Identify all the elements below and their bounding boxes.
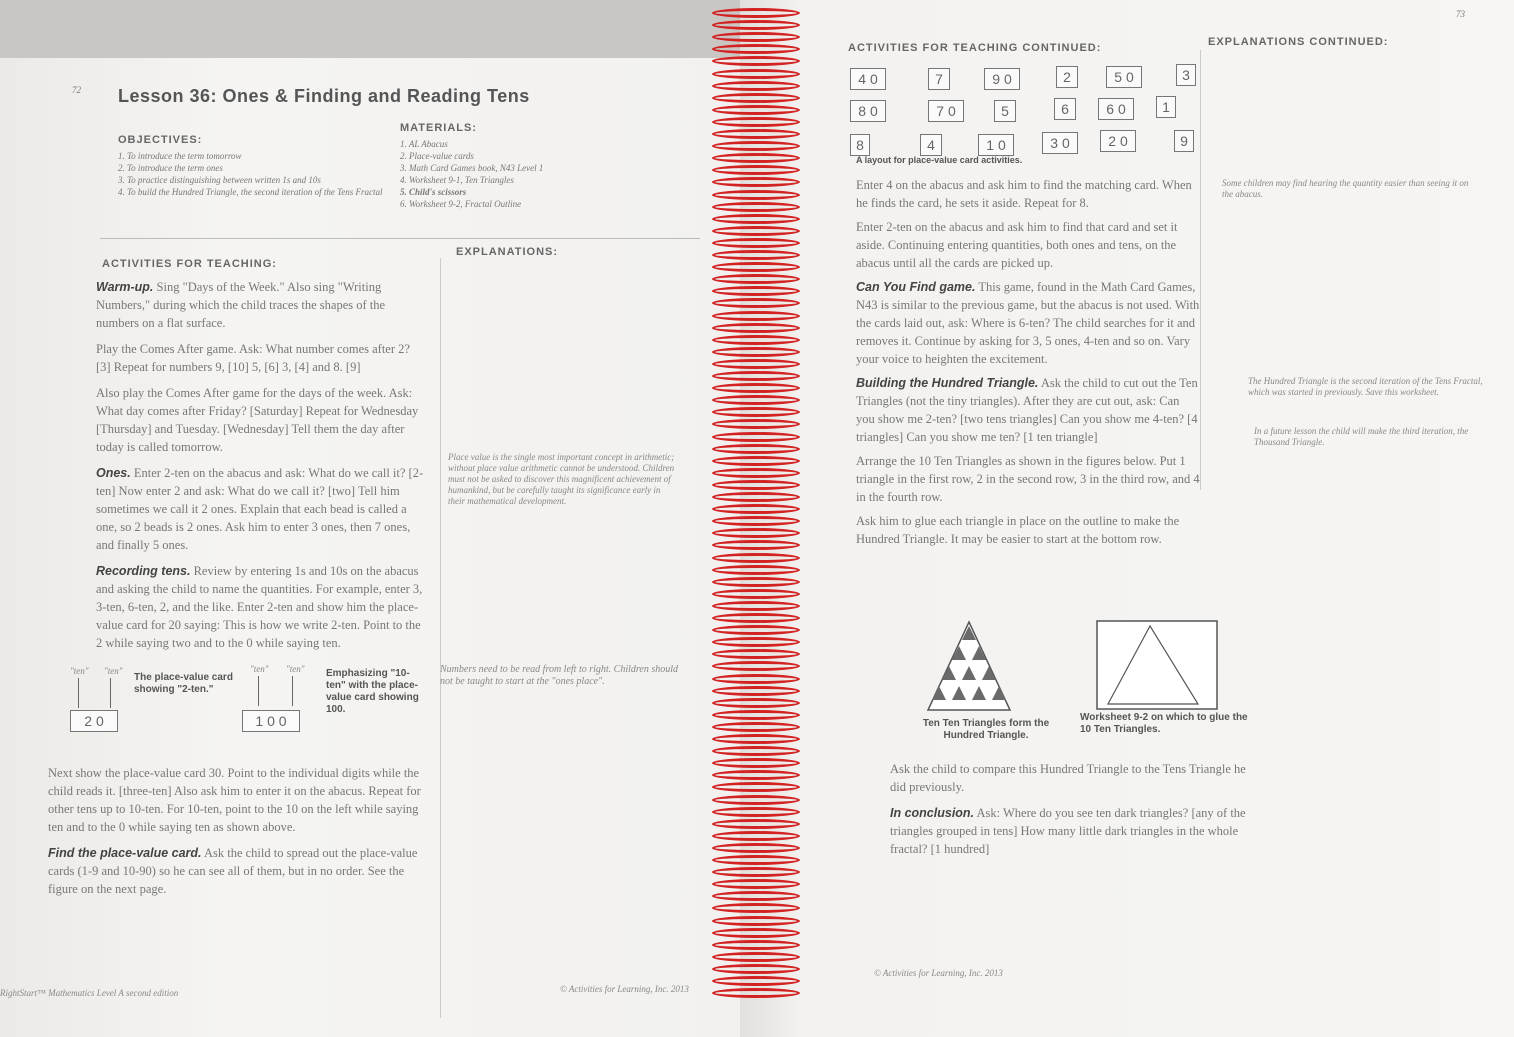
- spiral-coil: [712, 928, 800, 938]
- spiral-coil: [712, 56, 800, 66]
- objective-item: 2. To introduce the term ones: [118, 163, 223, 173]
- spiral-coil: [712, 165, 800, 175]
- place-value-card: 7 0: [928, 100, 964, 122]
- spiral-coil: [712, 746, 800, 756]
- paragraph-text: Review by entering 1s and 10s on the abacus and asking the child to name the quantities. For example, enter 3, 3-ten, 6-ten, 2, and the like. Enter 2-ten and show him the place-value card for 20 saying: This is how we write 2-ten. Point to the 2 while saying two and to the 0 while saying ten.: [96, 564, 423, 650]
- spiral-coil: [712, 444, 800, 454]
- objective-item: 3. To practice distinguishing between written 1s and 10s: [118, 175, 321, 185]
- spiral-coil: [712, 371, 800, 381]
- paragraph-lead: In conclusion.: [890, 806, 975, 820]
- paragraph-text: Enter 2-ten on the abacus and ask: What do we call it? [2-ten] Now enter 2 and ask: What do we call it? [two] Tell him sometimes we call it 2 ones. Explain that each bead is called a one, so 2 beads is 2 ones. Ask him to enter 3 ones, then 7 ones, and finally 5 ones.: [96, 466, 424, 552]
- place-value-card: 3 0: [1042, 132, 1078, 154]
- paragraph: [96, 278, 426, 332]
- place-value-card: 3: [1176, 64, 1196, 86]
- spiral-coil: [712, 93, 800, 103]
- spiral-coil: [712, 698, 800, 708]
- activities-continued-column: [856, 176, 1200, 548]
- paragraph-text: Play the Comes After game. Ask: What number comes after 2? [3] Repeat for numbers 9, [10] 5, [6] 3, [4] and 8. [9]: [96, 342, 410, 374]
- spiral-coil: [712, 20, 800, 30]
- objective-item: 1. To introduce the term tomorrow: [118, 151, 242, 161]
- spiral-coil: [712, 807, 800, 817]
- paragraph: [856, 218, 1200, 272]
- place-value-card: 1 0 0: [242, 710, 300, 732]
- material-item: 3. Math Card Games book, N43 Level 1: [400, 163, 544, 173]
- spiral-coil: [712, 262, 800, 272]
- explanation-note: The Hundred Triangle is the second iteration of the Tens Fractal, which was started in previously. Save this worksheet.: [1248, 376, 1483, 397]
- objective-item: 4. To build the Hundred Triangle, the second iteration of the Tens Fractal: [118, 187, 383, 197]
- paragraph: [890, 804, 1260, 858]
- spiral-coil: [712, 625, 800, 635]
- figure-caption: The place-value card showing "2-ten.": [134, 672, 233, 695]
- spiral-coil: [712, 32, 800, 42]
- material-item: 6. Worksheet 9-2, Fractal Outline: [400, 199, 522, 209]
- spiral-coil: [712, 565, 800, 575]
- figure-caption: Ten Ten Triangles form the Hundred Triangle.: [922, 718, 1050, 741]
- place-value-card-layout: [850, 64, 1200, 164]
- place-value-card: 1 0: [978, 134, 1014, 156]
- spiral-coil: [712, 782, 800, 792]
- spiral-coil: [712, 419, 800, 429]
- spiral-coil: [712, 69, 800, 79]
- spiral-coil: [712, 81, 800, 91]
- explanations-header: EXPLANATIONS:: [456, 246, 559, 258]
- worksheet-outline-figure: [1096, 620, 1220, 712]
- spiral-coil: [712, 311, 800, 321]
- spiral-coil: [712, 601, 800, 611]
- lesson-title: Lesson 36: Ones & Finding and Reading Tens: [118, 86, 530, 106]
- spiral-coil: [712, 819, 800, 829]
- ten-label: "ten": [70, 666, 89, 676]
- spiral-coil: [712, 843, 800, 853]
- paragraph-lead: Recording tens.: [96, 564, 191, 578]
- spiral-coil: [712, 770, 800, 780]
- spiral-coil: [712, 456, 800, 466]
- place-value-figure-20: [66, 666, 233, 746]
- materials-list: [400, 138, 640, 210]
- paragraph-lead: Building the Hundred Triangle.: [856, 376, 1039, 390]
- right-page: [740, 0, 1514, 1037]
- spiral-coil: [712, 141, 800, 151]
- paragraph-text: This game, found in the Math Card Games, N43 is similar to the previous game, but the abacus is not used. With the cards laid out, ask: Where is 6-ten? The child searches for it and removes it. Continue by asking for 3, 5 ones, 4-ten and so on. Vary your voice to heighten the excitement.: [856, 280, 1200, 366]
- paragraph: [856, 512, 1200, 548]
- spiral-coil: [712, 540, 800, 550]
- place-value-card: 7: [928, 68, 950, 90]
- spiral-coil: [712, 710, 800, 720]
- spiral-coil: [712, 516, 800, 526]
- conclusion-column: [890, 760, 1260, 858]
- arrow-line: [110, 678, 111, 708]
- paragraph-lead: Warm-up.: [96, 280, 154, 294]
- spiral-coil: [712, 988, 800, 998]
- spiral-coil: [712, 976, 800, 986]
- material-item: 1. AL Abacus: [400, 139, 448, 149]
- spiral-coil: [712, 528, 800, 538]
- place-value-card: 9 0: [984, 68, 1020, 90]
- place-value-card: 5: [994, 100, 1016, 122]
- place-value-card: 2: [1056, 66, 1078, 88]
- spiral-coil: [712, 758, 800, 768]
- place-value-figure-100: [236, 664, 436, 744]
- spiral-coil: [712, 105, 800, 115]
- spiral-coil: [712, 674, 800, 684]
- place-value-card: 4 0: [850, 68, 886, 90]
- place-value-card: 5 0: [1106, 66, 1142, 88]
- paragraph-text: Ask: Where do you see ten dark triangles? [any of the triangles grouped in tens] How many little dark triangles in the whole fractal? [1 hundred]: [890, 806, 1246, 856]
- material-item: 4. Worksheet 9-1, Ten Triangles: [400, 175, 514, 185]
- spiral-coil: [712, 722, 800, 732]
- arrow-line: [78, 678, 79, 708]
- explanation-note: In a future lesson the child will make the third iteration, the Thousand Triangle.: [1254, 426, 1469, 447]
- spiral-coil: [712, 903, 800, 913]
- footer-right: © Activities for Learning, Inc. 2013: [560, 984, 689, 994]
- spiral-coil: [712, 468, 800, 478]
- left-page: [0, 58, 740, 1037]
- spiral-coil: [712, 480, 800, 490]
- spiral-coil: [712, 44, 800, 54]
- spiral-coil: [712, 432, 800, 442]
- place-value-card: 4: [920, 134, 942, 156]
- spiral-coil: [712, 637, 800, 647]
- figure-caption: Emphasizing "10-ten" with the place-value card showing 100.: [326, 668, 419, 715]
- activities-column: [96, 278, 426, 652]
- place-value-card: 8: [850, 134, 870, 156]
- spiral-coil: [712, 734, 800, 744]
- paragraph: [96, 562, 426, 652]
- spiral-coil: [712, 879, 800, 889]
- paragraph-text: Enter 2-ten on the abacus and ask him to find that card and set it aside. Continuing entering quantities, both ones and tens, on the abacus until all the cards are picked up.: [856, 220, 1178, 270]
- arrow-line: [292, 676, 293, 706]
- spiral-coil: [712, 226, 800, 236]
- paragraph: [96, 384, 426, 456]
- spiral-coil: [712, 577, 800, 587]
- paragraph: [48, 844, 428, 898]
- spiral-coil: [712, 407, 800, 417]
- divider: [100, 238, 700, 239]
- spiral-coil: [712, 274, 800, 284]
- material-item: 2. Place-value cards: [400, 151, 474, 161]
- paragraph-text: Ask him to glue each triangle in place on the outline to make the Hundred Triangle. It may be easier to start at the bottom row.: [856, 514, 1180, 546]
- spiral-coil: [712, 964, 800, 974]
- spiral-coil: [712, 867, 800, 877]
- paragraph: [96, 340, 426, 376]
- spiral-coil: [712, 661, 800, 671]
- spiral-coil: [712, 323, 800, 333]
- spiral-coil: [712, 347, 800, 357]
- paragraph: [856, 278, 1200, 368]
- paragraph-text: Next show the place-value card 30. Point to the individual digits while the child reads it. [three-ten] Also ask him to enter it on the abacus. Repeat for other tens up to 10-ten. For 10-ten, point to the 10 on the left while saying ten and to the 0 while saying ten as shown above.: [48, 766, 421, 834]
- footer-left: RightStart™ Mathematics Level A second edition: [0, 988, 179, 998]
- activities-header: ACTIVITIES FOR TEACHING:: [102, 258, 277, 270]
- spiral-coil: [712, 153, 800, 163]
- ten-label: "ten": [250, 664, 269, 674]
- footer: © Activities for Learning, Inc. 2013: [874, 968, 1003, 978]
- ten-label: "ten": [286, 664, 305, 674]
- spiral-coil: [712, 214, 800, 224]
- spiral-coil: [712, 613, 800, 623]
- page-number: 73: [1456, 9, 1465, 19]
- paragraph-text: Sing "Days of the Week." Also sing "Writing Numbers," during which the child traces the shapes of the numbers on a flat surface.: [96, 280, 386, 330]
- spiral-coil: [712, 504, 800, 514]
- place-value-card: 6: [1054, 98, 1076, 120]
- place-value-card: 8 0: [850, 100, 886, 122]
- spiral-binding: [712, 0, 802, 1010]
- spiral-coil: [712, 335, 800, 345]
- paragraph: [48, 764, 428, 836]
- paragraph-text: Arrange the 10 Ten Triangles as shown in the figures below. Put 1 triangle in the first row, 2 in the second row, 3 in the third row, and 4 in the fourth row.: [856, 454, 1200, 504]
- material-item: 5. Child's scissors: [400, 187, 467, 197]
- spiral-coil: [712, 202, 800, 212]
- spiral-coil: [712, 831, 800, 841]
- spiral-coil: [712, 250, 800, 260]
- cards-caption: A layout for place-value card activities.: [856, 155, 1023, 165]
- paragraph-text: Enter 4 on the abacus and ask him to find the matching card. When he finds the card, he sets it aside. Repeat for 8.: [856, 178, 1192, 210]
- spiral-coil: [712, 395, 800, 405]
- spiral-coil: [712, 383, 800, 393]
- paragraph-text: Also play the Comes After game for the days of the week. Ask: What day comes after Friday? [Saturday] Repeat for Wednesday [Thursday] and Tuesday. [Wednesday] Tell them the day after today is called tomorrow.: [96, 386, 419, 454]
- paragraph: [890, 760, 1260, 796]
- spiral-coil: [712, 795, 800, 805]
- spiral-coil: [712, 190, 800, 200]
- explanation-note: Place value is the single most important concept in arithmetic; without place value arithmetic cannot be understood. Children must not be asked to discover this magnificent achievement of humankind, but be carefully taught its significance early in their mathematical development.: [448, 452, 675, 506]
- paragraph: [856, 176, 1200, 212]
- spiral-coil: [712, 177, 800, 187]
- objectives-list: [118, 150, 388, 198]
- spiral-coil: [712, 286, 800, 296]
- ten-label: "ten": [104, 666, 123, 676]
- paragraph: [856, 452, 1200, 506]
- spiral-coil: [712, 952, 800, 962]
- spiral-coil: [712, 891, 800, 901]
- hundred-triangle-figure: [926, 620, 1012, 712]
- spiral-coil: [712, 298, 800, 308]
- spiral-coil: [712, 117, 800, 127]
- paragraph-text: Ask the child to spread out the place-value cards (1-9 and 10-90) so he can see all of them, but in no order. See the figure on the next page.: [48, 846, 418, 896]
- spiral-coil: [712, 649, 800, 659]
- paragraph-lead: Ones.: [96, 466, 131, 480]
- spiral-coil: [712, 8, 800, 18]
- column-divider: [440, 258, 441, 1018]
- place-value-card: 6 0: [1098, 98, 1134, 120]
- spiral-coil: [712, 359, 800, 369]
- explanations-continued-header: EXPLANATIONS CONTINUED:: [1208, 36, 1389, 48]
- paragraph: [856, 374, 1200, 446]
- paragraph-lead: Find the place-value card.: [48, 846, 202, 860]
- place-value-card: 9: [1174, 130, 1194, 152]
- place-value-card: 1: [1156, 96, 1176, 118]
- materials-header: MATERIALS:: [400, 122, 478, 134]
- paragraph-text: Ask the child to compare this Hundred Triangle to the Tens Triangle he did previously.: [890, 762, 1246, 794]
- paragraph-text: Ask the child to cut out the Ten Triangles (not the tiny triangles). After they are cut out, ask: Can you show me 2-ten? [two tens triangles] Can you show me 4-ten? [4 triangles] Can you show me ten? [1 ten triangle]: [856, 376, 1198, 444]
- spiral-coil: [712, 855, 800, 865]
- page-number: 72: [72, 85, 81, 95]
- paragraph-lead: Can You Find game.: [856, 280, 976, 294]
- spiral-coil: [712, 492, 800, 502]
- explanation-note: Numbers need to be read from left to right. Children should not be taught to start at the "ones place".: [440, 664, 679, 687]
- figure-caption: Worksheet 9-2 on which to glue the 10 Ten Triangles.: [1080, 712, 1248, 735]
- paragraph: [96, 464, 426, 554]
- spiral-coil: [712, 129, 800, 139]
- spiral-coil: [712, 940, 800, 950]
- place-value-card: 2 0: [1100, 130, 1136, 152]
- place-value-card: 2 0: [70, 710, 118, 732]
- objectives-header: OBJECTIVES:: [118, 134, 203, 146]
- activities-continued-header: ACTIVITIES FOR TEACHING CONTINUED:: [848, 42, 1102, 54]
- spiral-coil: [712, 589, 800, 599]
- spiral-coil: [712, 686, 800, 696]
- spiral-coil: [712, 916, 800, 926]
- spiral-coil: [712, 553, 800, 563]
- explanation-note: Some children may find hearing the quantity easier than seeing it on the abacus.: [1222, 178, 1469, 199]
- activities-column-lower: [48, 764, 428, 898]
- spiral-coil: [712, 238, 800, 248]
- arrow-line: [258, 676, 259, 706]
- column-divider: [1200, 50, 1201, 490]
